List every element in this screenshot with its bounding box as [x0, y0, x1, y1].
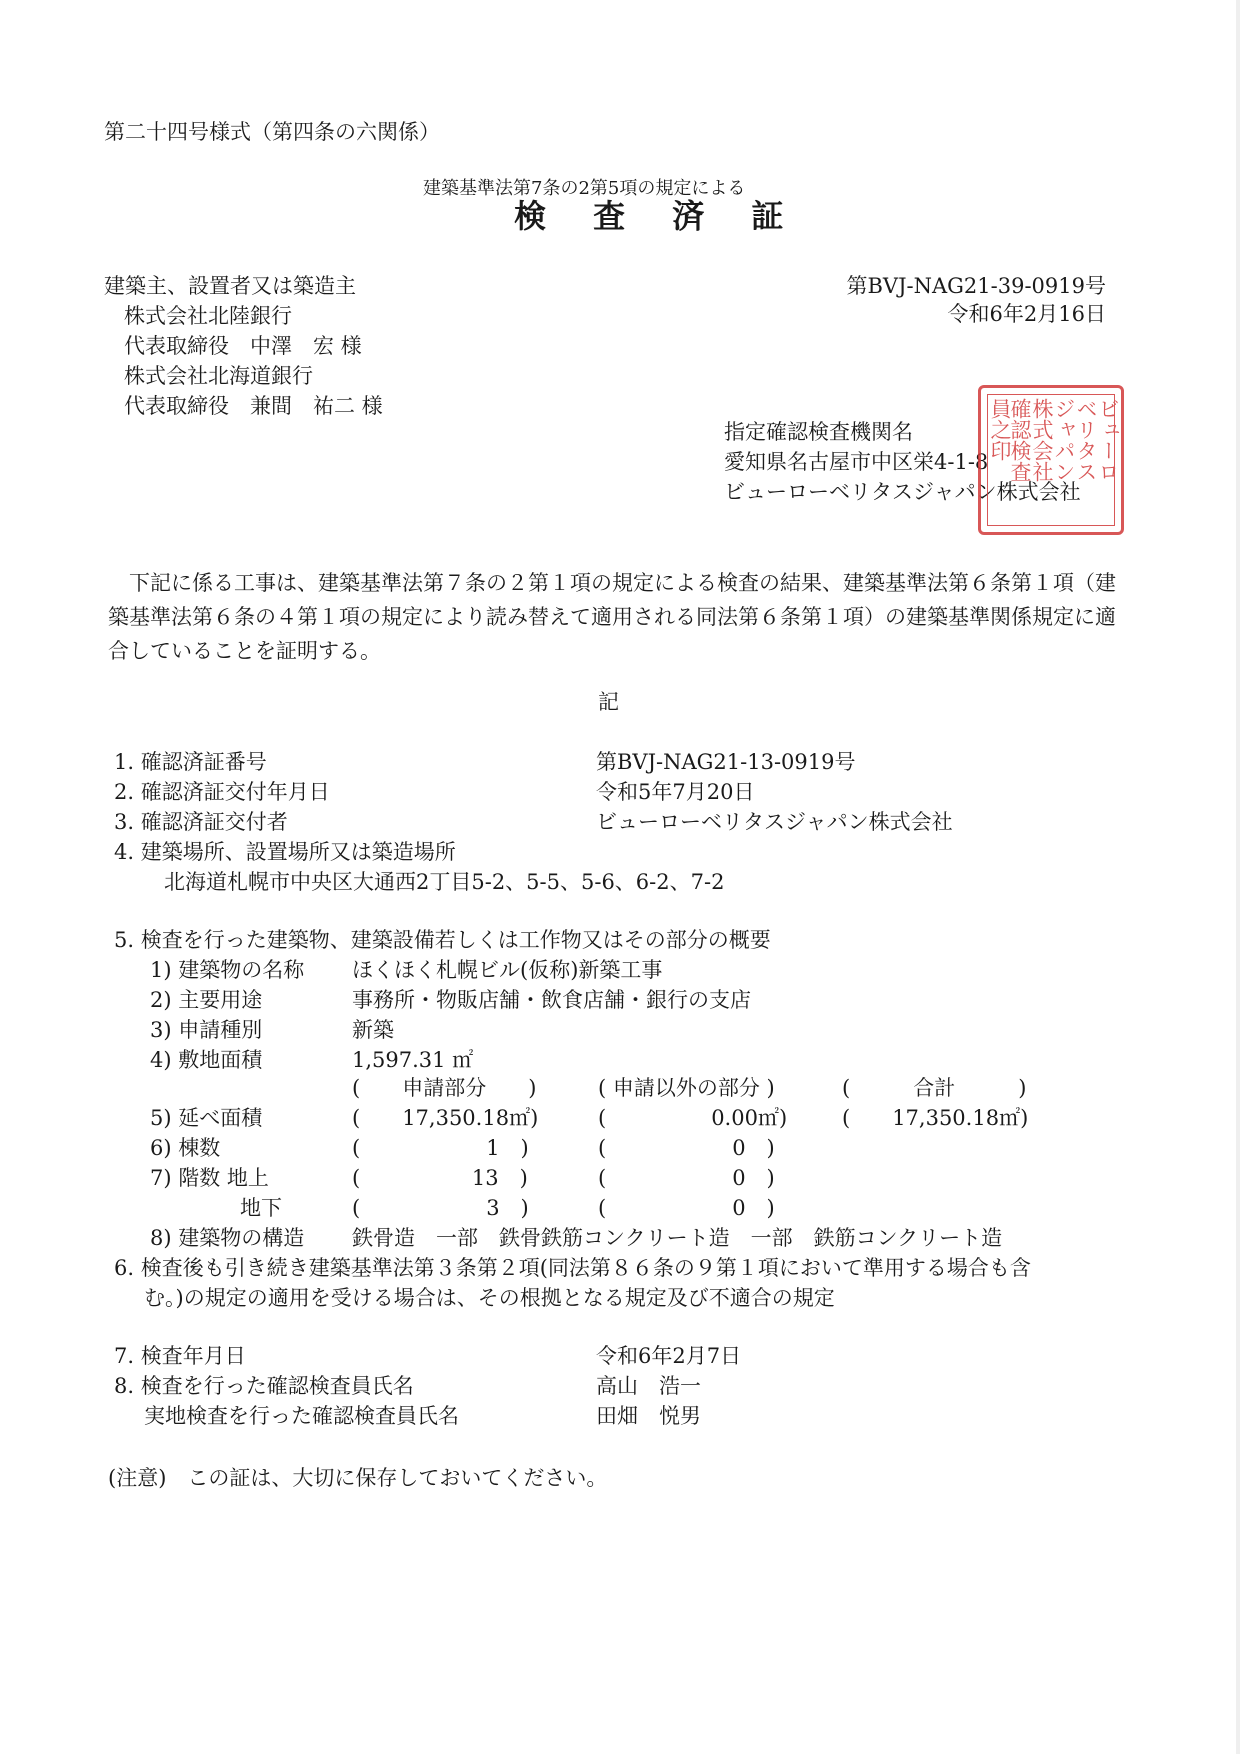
- column-header: ( 申請以外の部分 ): [598, 1076, 775, 1100]
- item-label: 実地検査を行った確認検査員氏名: [144, 1404, 459, 1428]
- sub-item-label: 7) 階数 地上: [150, 1166, 269, 1190]
- seal-text: ジャパン: [1052, 398, 1076, 482]
- subtitle: 建築基準法第7条の2第5項の規定による: [423, 178, 746, 199]
- owner-line: 代表取締役 中澤 宏 様: [124, 334, 362, 358]
- item-label: 1. 確認済証番号: [114, 750, 267, 774]
- owner-heading: 建築主、設置者又は築造主: [104, 274, 356, 298]
- table-cell: ( 0 ): [598, 1166, 775, 1190]
- page-title: 検 査 済 証: [514, 197, 802, 235]
- ki-heading: 記: [598, 690, 619, 714]
- item-label: 2. 確認済証交付年月日: [114, 780, 330, 804]
- item-value: 令和5年7月20日: [596, 780, 755, 804]
- agency-seal: [978, 385, 1124, 535]
- sub-item-value: 1,597.31 ㎡: [352, 1048, 474, 1072]
- certification-statement: 下記に係る工事は、建築基準法第７条の２第１項の規定による検査の結果、建築基準法第６条第１項（建築基準法第６条の４第１項の規定により読み替えて適用される同法第６条第１項）の建築基準関係規定に適合していることを証明する。: [108, 571, 1116, 663]
- agency-name: ビューローベリタスジャパン株式会社: [724, 480, 1081, 504]
- owner-line: 株式会社北海道銀行: [124, 364, 313, 388]
- table-cell: ( 1 ): [352, 1136, 529, 1160]
- owner-line: 代表取締役 兼間 祐二 様: [124, 394, 383, 418]
- table-cell: ( 0.00㎡): [598, 1106, 788, 1130]
- table-cell: ( 3 ): [352, 1196, 529, 1220]
- item-value: 令和6年2月7日: [596, 1344, 742, 1368]
- sub-item-label: 8) 建築物の構造: [150, 1226, 305, 1250]
- item-value: 田畑 悦男: [596, 1404, 701, 1428]
- note: (注意) この証は、大切に保存しておいてください。: [108, 1466, 608, 1490]
- sub-item-label: 1) 建築物の名称: [150, 958, 305, 982]
- item-label: 4. 建築場所、設置場所又は築造場所: [114, 840, 456, 864]
- table-cell: ( 17,350.18㎡): [842, 1106, 1029, 1130]
- sub-item-label: 地下: [240, 1196, 282, 1220]
- sub-item-value: 事務所・物販店舗・飲食店舗・銀行の支店: [352, 988, 751, 1012]
- table-cell: ( 17,350.18㎡): [352, 1106, 539, 1130]
- column-header: ( 申請部分 ): [352, 1076, 537, 1100]
- certificate-number: 第BVJ-NAG21-39-0919号: [846, 274, 1106, 298]
- seal-text: 株式会社: [1030, 398, 1054, 482]
- sub-item-label: 4) 敷地面積: [150, 1048, 263, 1072]
- issue-date: 令和6年2月16日: [947, 302, 1106, 326]
- sub-item-value: 新築: [352, 1018, 394, 1042]
- seal-text: 確認検査: [1008, 398, 1032, 482]
- item-label: む。)の規定の適用を受ける場合は、その根拠となる規定及び不適合の規定: [144, 1286, 835, 1310]
- agency-label: 指定確認検査機関名: [724, 420, 913, 444]
- table-cell: ( 0 ): [598, 1136, 775, 1160]
- item-value: ビューローベリタスジャパン株式会社: [596, 810, 953, 834]
- item-label: 5. 検査を行った建築物、建築設備若しくは工作物又はその部分の概要: [114, 928, 771, 952]
- agency-address: 愛知県名古屋市中区栄4-1-8: [724, 450, 989, 474]
- sub-item-label: 3) 申請種別: [150, 1018, 263, 1042]
- sub-item-label: 6) 棟数: [150, 1136, 221, 1160]
- table-cell: ( 13 ): [352, 1166, 528, 1190]
- column-header: ( 合計 ): [842, 1076, 1027, 1100]
- sub-item-label: 2) 主要用途: [150, 988, 263, 1012]
- item-label: 8. 検査を行った確認検査員氏名: [114, 1374, 414, 1398]
- item-value: 第BVJ-NAG21-13-0919号: [596, 750, 856, 774]
- owner-line: 株式会社北陸銀行: [124, 304, 292, 328]
- item-value: 北海道札幌市中央区大通西2丁目5-2、5-5、5-6、6-2、7-2: [164, 870, 725, 894]
- form-label: 第二十四号様式（第四条の六関係）: [104, 120, 440, 144]
- table-cell: ( 0 ): [598, 1196, 775, 1220]
- item-value: 高山 浩一: [596, 1374, 701, 1398]
- sub-item-value: ほくほく札幌ビル(仮称)新築工事: [352, 958, 663, 982]
- seal-text: 員之印: [988, 398, 1012, 461]
- item-label: 7. 検査年月日: [114, 1344, 246, 1368]
- seal-text: ベリタス: [1074, 398, 1098, 482]
- item-label: 6. 検査後も引き続き建築基準法第３条第２項(同法第８６条の９第１項において準用する場合も含: [114, 1256, 1031, 1280]
- sub-item-label: 5) 延べ面積: [150, 1106, 263, 1130]
- item-label: 3. 確認済証交付者: [114, 810, 288, 834]
- sub-item-value: 鉄骨造 一部 鉄骨鉄筋コンクリート造 一部 鉄筋コンクリート造: [352, 1226, 1003, 1250]
- scan-edge: [1236, 0, 1240, 1754]
- seal-text: ビューロ: [1096, 398, 1120, 482]
